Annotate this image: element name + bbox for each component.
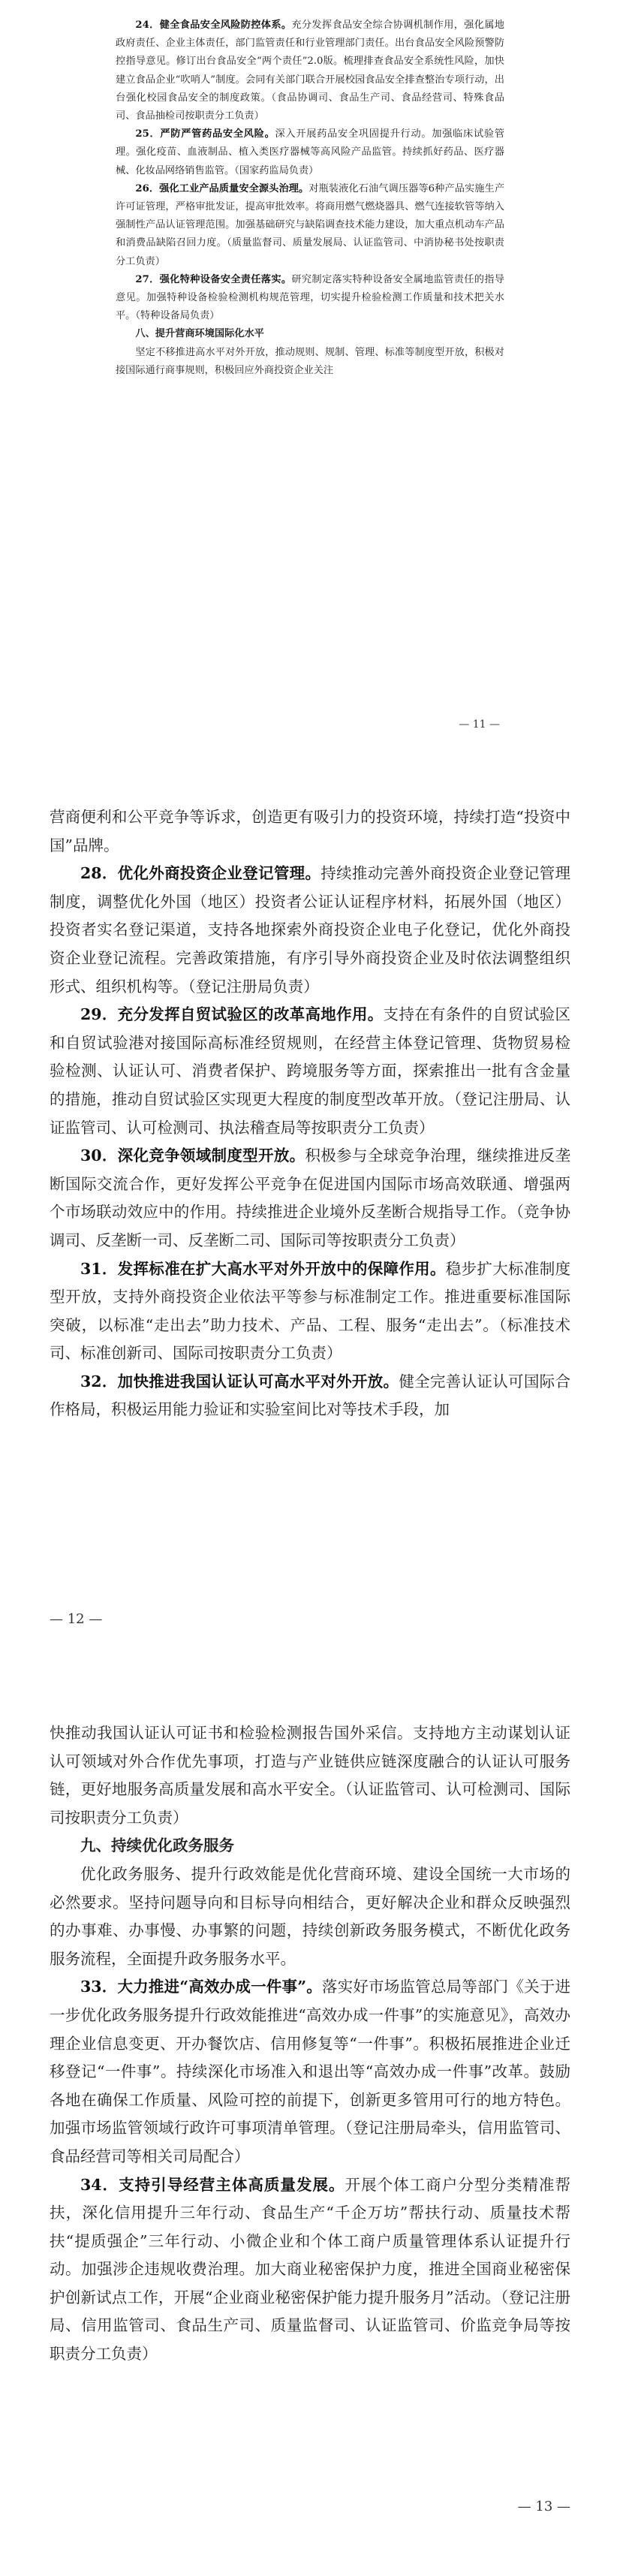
item-26-heading: 26．强化工业产品质量安全源头治理。 — [135, 182, 309, 194]
item-28-heading: 28．优化外商投资企业登记管理。 — [80, 864, 321, 883]
item-31 — [50, 1255, 570, 1368]
item-32-heading: 32．加快推进我国认证认可高水平对外开放。 — [80, 1372, 399, 1390]
item-25-body: 深入开展药品安全巩固提升行动。加强临床试验管理。强化疫苗、血液制品、植入类医疗器械等高风险产品监管。持续抓好药品、医疗器械、化妆品网络销售监管。（国家药监局负责） — [116, 128, 505, 176]
item-29 — [50, 1001, 570, 1142]
item-27 — [116, 271, 504, 326]
item-26-body: 对瓶装液化石油气调压器等6种产品实施生产许可证管理，严格审批发证，提高审批效率。将商用燃气燃烧器具、燃气连接软管等纳入强制性产品认证管理范围。加强基础研究与缺陷调查技术能力建设，加大重点机动车产品和消费品缺陷召回力度。（质量监督司、质量发展局、认证监管司、中消协秘书处按职责分工负责） — [116, 182, 505, 267]
item-31-heading: 31．发挥标准在扩大高水平对外开放中的保障作用。 — [80, 1259, 446, 1278]
item-26 — [116, 180, 504, 271]
section-heading-8: 八、提升营商环境国际化水平 — [135, 328, 264, 340]
page-13 — [0, 1667, 620, 2576]
item-34 — [50, 2171, 570, 2369]
item-30-heading: 30．深化竞争领域制度型开放。 — [80, 1146, 305, 1165]
item-30-body: 积极参与全球竞争治理，继续推进反垄断国际交流合作，更好发挥公平竞争在促进国内国际市场高效联通、增强两个市场联动效应中的作用。持续推进企业境外反垄断合规指导工作。（竞争协调司、反垄断一司、反垄断二司、国际司等按职责分工负责） — [50, 1146, 571, 1249]
item-24-heading: 24．健全食品安全风险防控体系。 — [135, 20, 292, 31]
item-32-body: 健全完善认证认可国际合作格局，积极运用能力验证和实验室间比对等技术手段，加 — [50, 1372, 570, 1419]
page-11-body — [116, 17, 504, 380]
item-28 — [50, 860, 570, 1001]
item-34-heading: 34．支持引导经营主体高质量发展。 — [80, 2175, 345, 2194]
section-9-intro: 优化政务服务、提升行政效能是优化营商环境、建设全国统一大市场的必然要求。坚持问题导向和目标导向相结合，更好解决企业和群众反映强烈的办事难、办事慢、办事繁的问题，持续创新政务服务模式，不断优化政务服务流程，全面提升政务服务水平。 — [50, 1864, 570, 1968]
continued-text: 营商便利和公平竞争等诉求，创造更有吸引力的投资环境，持续打造“投资中国”品牌。 — [50, 808, 570, 854]
page-number-13: — 13 — — [517, 2499, 570, 2514]
item-25-heading: 25．严防严管药品安全风险。 — [135, 128, 275, 140]
item-24-body: 充分发挥食品安全综合协调机制作用，强化属地政府责任、企业主体责任，部门监管责任和行业管理部门责任。出台食品安全风险预警防控指导意见。修订出台食品安全“两个责任”2.0版。梳理排查食品安全系统性风险，加快建立食品企业“吹哨人”制度。会同有关部门联合开展校园食品安全排查整治专项行动，出台强化校园食品安全的制度政策。（食品协调司、食品生产司、食品经营司、特殊食品司、食品抽检司按职责分工负责） — [116, 20, 504, 122]
page-number-12: — 12 — — [50, 1611, 103, 1627]
item-30 — [50, 1142, 570, 1255]
page-number-11: — 11 — — [459, 719, 500, 731]
page-11 — [0, 0, 620, 751]
page-12 — [0, 751, 620, 1667]
page-12-body — [50, 803, 570, 1424]
continued-text: 快推动我国认证认可证书和检验检测报告国外采信。支持地方主动谋划认证认可领域对外合作优先事项，打造与产业链供应链深度融合的认证认可服务链，更好地服务高质量发展和高水平安全。（认证监管司、认可检测司、国际司按职责分工负责） — [50, 1724, 570, 1827]
item-29-heading: 29．充分发挥自贸试验区的改革高地作用。 — [80, 1005, 384, 1024]
item-33 — [50, 1973, 570, 2171]
section-heading-9: 九、持续优化政务服务 — [80, 1836, 234, 1855]
item-27-heading: 27．强化特种设备安全责任落实。 — [135, 273, 292, 285]
item-28-body: 持续推动完善外商投资企业登记管理制度，调整优化外国（地区）投资者公证认证程序材料，拓展外国（地区）投资者实名登记渠道，支持各地探索外商投资企业电子化登记，优化外商投资企业登记流程。完善政策措施，有序引导外商投资企业及时依法调整组织形式、组织机构等。（登记注册局负责） — [50, 864, 570, 996]
item-25 — [116, 125, 504, 180]
item-33-heading: 33．大力推进“高效办成一件事”。 — [80, 1978, 322, 1996]
item-33-body: 落实好市场监管总局等部门《关于进一步优化政务服务提升行政效能推进“高效办成一件事”的实施意见》，高效办理企业信息变更、开办餐饮店、信用修复等“一件事”。积极拓展推进企业迁移登记“一件事”。持续深化市场准入和退出等“高效办成一件事”改革。鼓励各地在确保工作质量、风险可控的前提下，创新更多管用可行的地方特色。加强市场监管领域行政许可事项清单管理。（登记注册局牵头，信用监管司、食品经营司等相关司局配合） — [50, 1978, 570, 2165]
item-29-body: 支持在有条件的自贸试验区和自贸试验港对接国际高标准经贸规则，在经营主体登记管理、货物贸易检验检测、认证认可、消费者保护、跨境服务等方面，探索推出一批有含金量的措施，推动自贸试验区实现更大程度的制度型改革开放。（登记注册局、认证监管司、认可检测司、执法稽查局等按职责分工负责） — [50, 1005, 571, 1137]
item-24 — [116, 17, 504, 125]
item-32 — [50, 1368, 570, 1424]
item-31-body: 稳步扩大标准制度型开放，支持外商投资企业依法平等参与标准制定工作。推进重要标准国际突破，以标准“走出去”助力技术、产品、工程、服务“走出去”。（标准技术司、标准创新司、国际司按职责分工负责） — [50, 1259, 571, 1363]
item-27-body: 研究制定落实特种设备安全属地监管责任的指导意见。加强特种设备检验检测机构规范管理，切实提升检验检测工作质量和技术把关水平。（特种设备局负责） — [116, 273, 504, 322]
section-8-intro: 坚定不移推进高水平对外开放，推动规则、规制、管理、标准等制度型开放，积极对接国际通行商事规则，积极回应外商投资企业关注 — [116, 346, 504, 376]
item-34-body: 开展个体工商户分型分类精准帮扶，深化信用提升三年行动、食品生产“千企万坊”帮扶行动、质量技术帮扶“提质强企”三年行动、小微企业和个体工商户质量管理体系认证提升行动。加强涉企违规收费治理。加大商业秘密保护力度，推进全国商业秘密保护创新试点工作，开展“企业商业秘密保护能力提升服务月”活动。（登记注册局、信用监管司、食品生产司、质量监督司、认证监管司、价监竞争局等按职责分工负责） — [50, 2175, 570, 2364]
page-13-body — [50, 1719, 570, 2369]
